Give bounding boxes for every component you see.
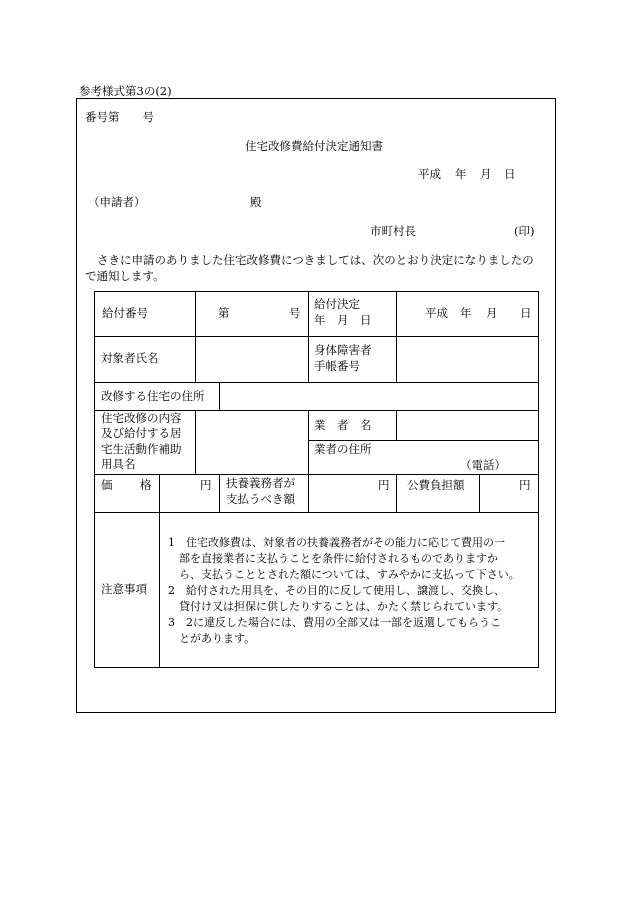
note-line-3: ら、支払うこととされた額については、すみやかに支払って下さい。 [168,568,520,581]
form-caption: 参考様式第3の(2) [79,84,172,98]
contractor-label: 業 者 名 [314,418,372,432]
number-line: 番号第 号 [85,110,154,124]
phone-label: （電話） [460,458,506,472]
handbook-label-1: 身体障害者 [314,343,372,357]
notes-label: 注意事項 [101,582,147,596]
seal-mark: (印) [514,224,535,238]
supporter-yen: 円 [378,478,390,492]
handbook-label-2: 手帳番号 [314,359,360,373]
decision-day: 日 [520,306,532,320]
public-burden-label: 公費負担額 [407,478,465,492]
date-day: 日 [504,167,516,181]
document-title: 住宅改修費給付決定通知書 [245,139,383,153]
price-label-a: 価 [101,478,113,492]
benefit-number-label: 給付番号 [102,306,148,320]
note-line-1: 1 住宅改修費は、対象者の扶養義務者がその能力に応じて費用の一 [168,536,505,549]
decision-label: 給付決定 [314,297,360,311]
note-line-4: 2 給付された用具を、その目的に反して使用し、譲渡し、交換し、 [168,584,505,597]
content-label-1: 住宅改修の内容 [101,411,182,425]
intro-line-1: さきに申請のありました住宅改修費につきましては、次のとおり決定になりましたの [97,253,534,267]
supporter-label-2: 支払うべき額 [226,492,295,506]
contractor-address-label: 業者の住所 [314,442,372,456]
date-month: 月 [480,167,492,181]
price-yen: 円 [200,478,212,492]
decision-era: 平成 [425,306,448,320]
benefit-number-go: 号 [289,306,301,320]
note-line-2: 部を直接業者に支払うことを条件に給付されるものでありますか [168,552,498,565]
applicant-label: （申請者） [88,195,146,209]
content-label-4: 用具名 [101,457,136,471]
subject-name-label: 対象者氏名 [101,351,159,365]
address-label: 改修する住宅の住所 [101,389,205,403]
note-line-6: 3 2に違反した場合には、費用の全部又は一部を返還してもらうこ [168,616,501,629]
date-era: 平成 [418,167,441,181]
decision-date-label: 年 月 日 [314,313,372,327]
price-label-b: 格 [140,478,152,492]
content-label-3: 宅生活動作補助 [101,442,182,456]
note-line-5: 貸付け又は担保に供したりすることは、かたく禁じられています。 [168,600,509,613]
supporter-label-1: 扶養義務者が [226,476,295,490]
issuer-name: 市町村長 [370,224,416,238]
content-label-2: 及び給付する居 [101,426,182,440]
benefit-number-dai: 第 [218,306,230,320]
date-year: 年 [455,167,467,181]
applicant-honorific: 殿 [250,195,262,209]
note-line-7: とがあります。 [168,632,256,645]
public-burden-yen: 円 [519,478,531,492]
decision-year: 年 [460,306,472,320]
decision-month: 月 [486,306,498,320]
intro-line-2: で通知します。 [85,269,165,283]
